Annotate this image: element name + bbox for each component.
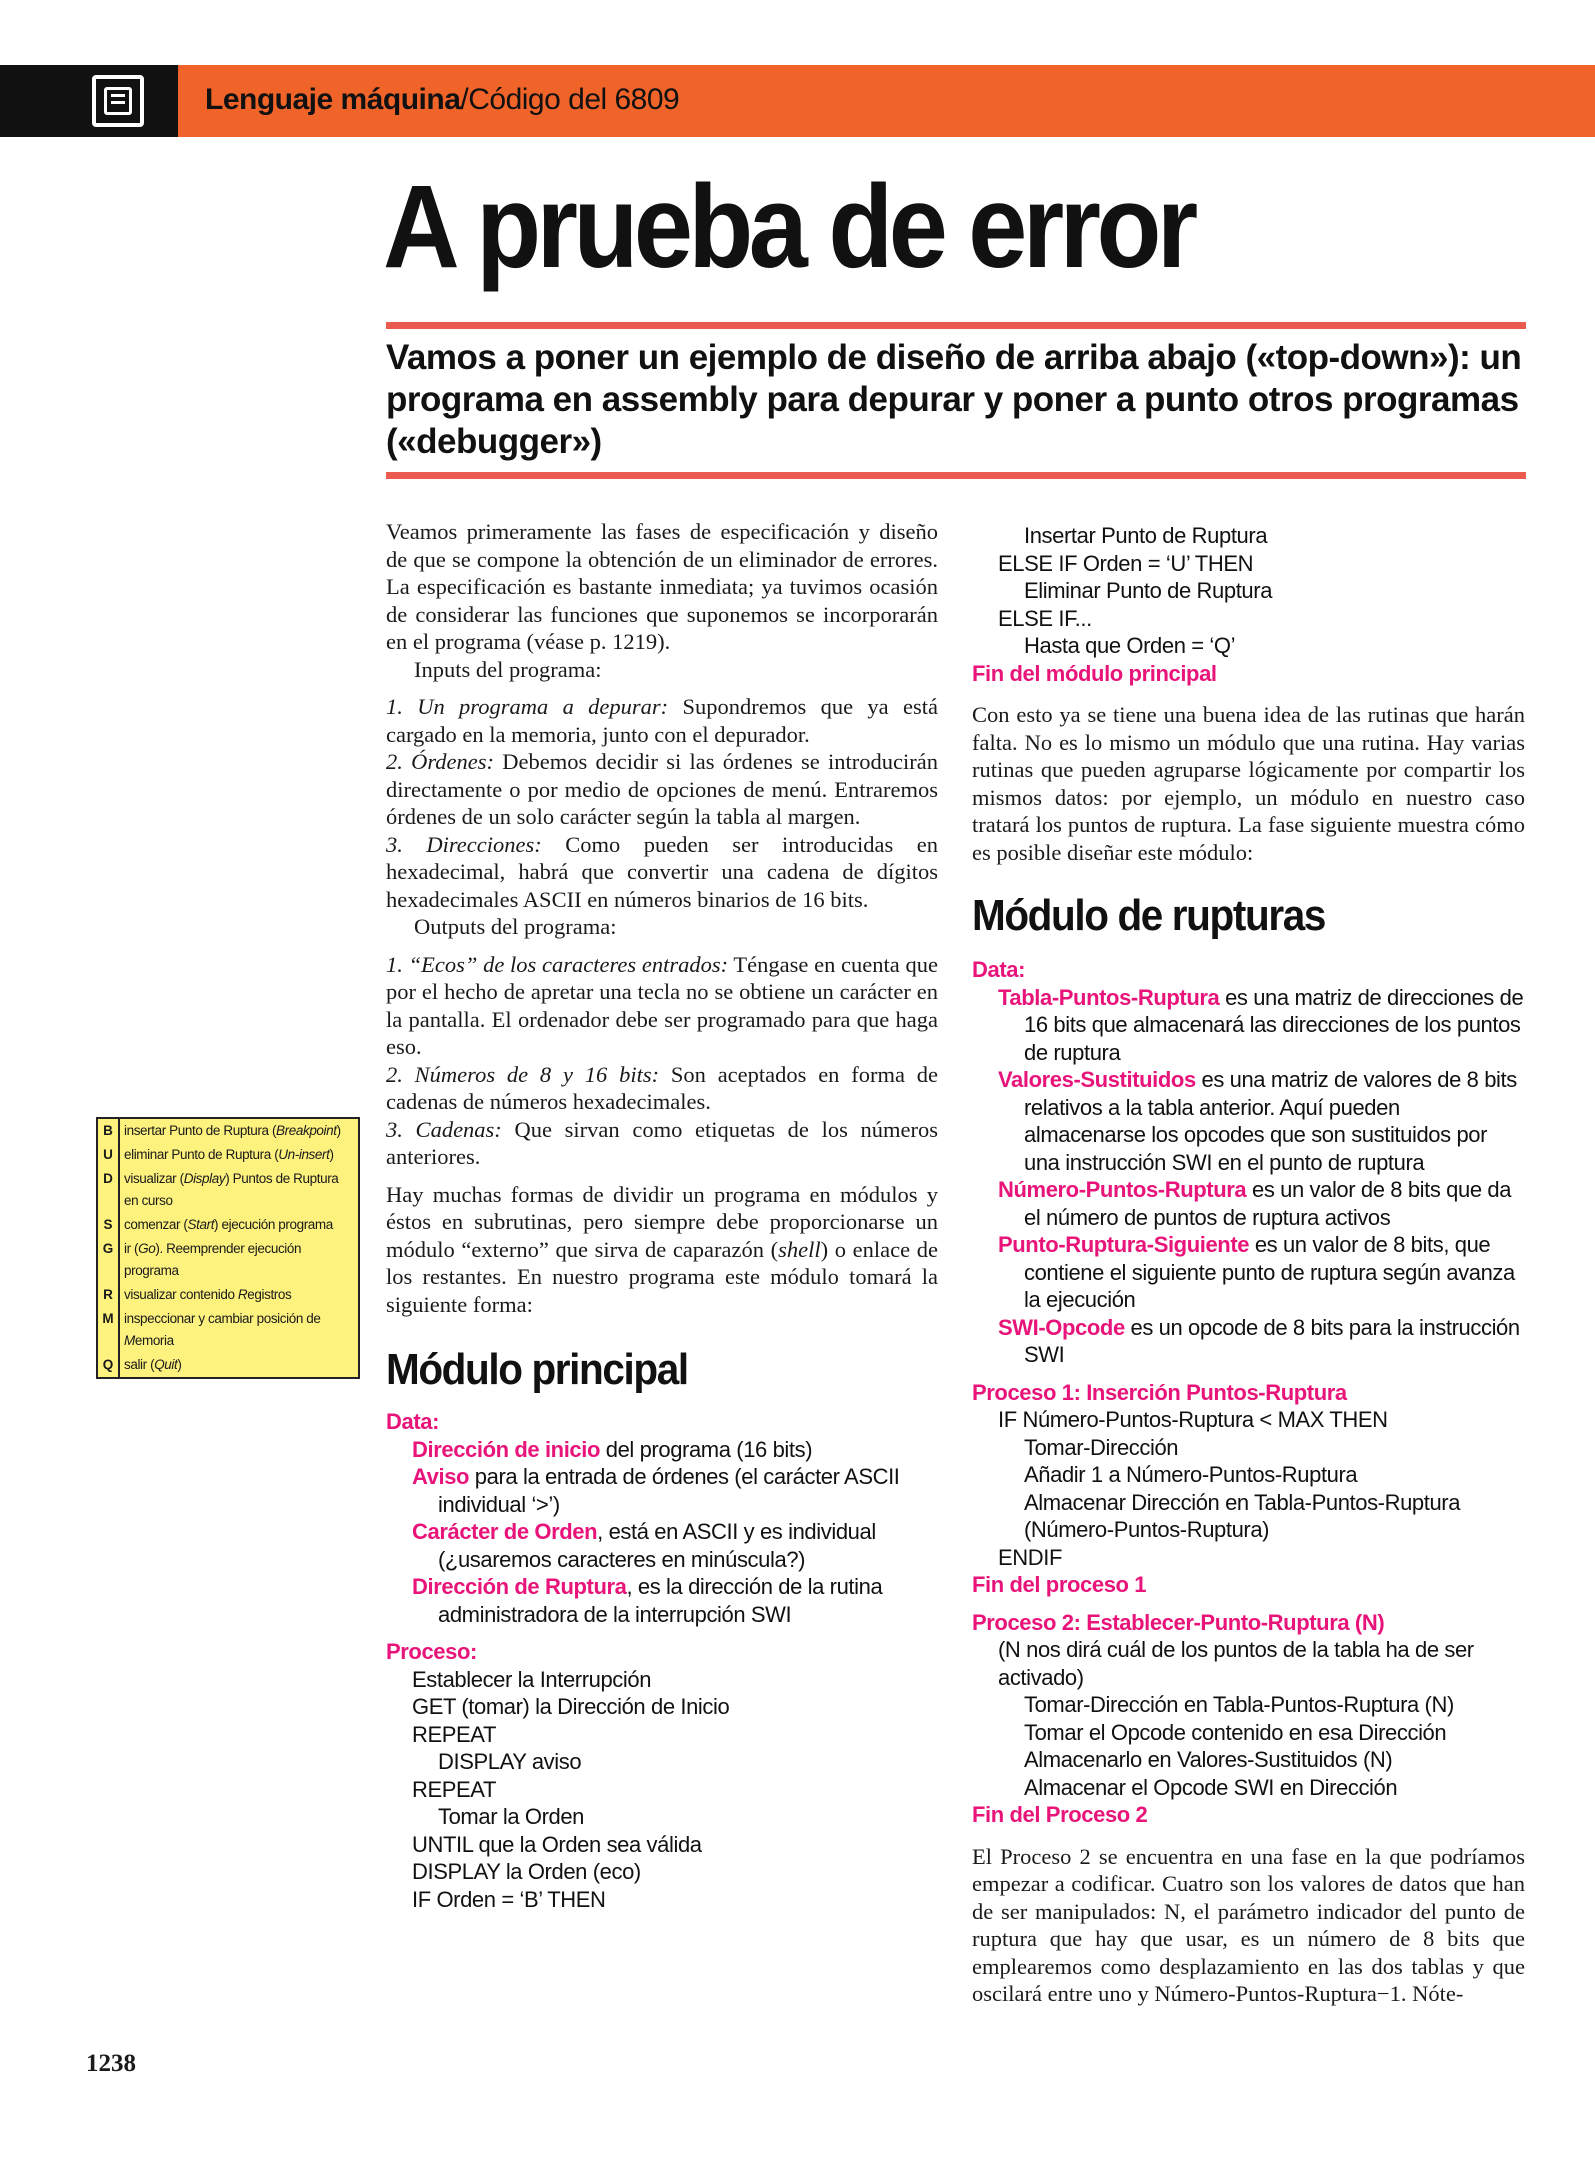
pseudocode-block [972,1636,1525,1801]
body-paragraph: Con esto ya se tiene una buena idea de las rutinas que harán falta. No es lo mismo un módulo que una rutina. Hay varias rutinas que pueden agruparse lógicamente por compartir los mismos datos: por ejemplo, un módulo en nuestro caso tratará los puntos de ruptura. La fase siguiente muestra cómo es posible diseñar este módulo: [972,702,1525,865]
inputs-title: Inputs del programa: [414,656,602,682]
code-line: REPEAT [412,1776,496,1802]
table-row: M inspeccionar y cambiar posición de Memoria [98,1307,358,1353]
code-line: IF Orden = ‘B’ THEN [412,1886,606,1912]
output-item: 1. “Ecos” de los caracteres entrados: Téngase en cuenta que por el hecho de apretar una tecla no se obtiene un carácter en la pantalla. El ordenador debe ser programado para que haga eso. [386,951,938,1059]
right-column [972,522,1525,2008]
code-line: IF Número-Puntos-Ruptura < MAX THEN [998,1407,1388,1432]
pseudocode-block [972,522,1525,660]
page-title: A prueba de error [383,161,1194,293]
data-item: Punto-Ruptura-Siguiente es un valor de 8 bits, que contiene el siguiente punto de ruptura según avanza la ejecución [998,1232,1515,1312]
code-line: ELSE IF Orden = ‘U’ THEN [998,550,1254,576]
code-line: Tomar-Dirección en Tabla-Puntos-Ruptura (N) [1024,1692,1454,1717]
data-item: Número-Puntos-Ruptura es un valor de 8 bits que da el número de puntos de ruptura activos [998,1177,1512,1230]
data-item: Dirección de inicio del programa (16 bits) [412,1436,813,1462]
code-line: Tomar la Orden [438,1804,585,1829]
code-line: Establecer la Interrupción [412,1666,652,1692]
outputs-title: Outputs del programa: [414,914,617,939]
data-item: Aviso para la entrada de órdenes (el carácter ASCII individual ‘>’) [412,1464,900,1517]
data-label: Data: [972,957,1026,982]
shell-paragraph: Hay muchas formas de dividir un programa en módulos y éstos en subrutinas, pero siempre debe proporcionarse un módulo “externo” que sirva de caparazón (shell) o enlace de los restantes. En nuestro programa este módulo tomará la siguiente forma: [386,1181,938,1317]
process-end-label: Fin del Proceso 2 [972,1802,1148,1827]
body-paragraph: El Proceso 2 se encuentra en una fase en la que podríamos empezar a codificar. Cuatro son los valores de datos que han de ser manipulados: N, el parámetro indicador del punto de ruptura que hay que usar, es un número de 8 bits que emplearemos como desplazamiento en las dos tablas y que oscilará entre uno y Número-Puntos-Ruptura−1. Nóte- [972,1843,1525,2006]
table-row: G ir (Go). Reemprender ejecución programa [98,1237,358,1283]
code-line: REPEAT [412,1721,496,1747]
code-note: (N nos dirá cuál de los puntos de la tabla ha de ser activado) [998,1637,1474,1690]
divider-rule [386,322,1526,329]
section-heading: Módulo principal [386,1345,688,1394]
data-item: SWI-Opcode es un opcode de 8 bits para la instrucción SWI [998,1314,1520,1367]
table-row: R visualizar contenido Registros [98,1283,358,1307]
data-list [972,984,1525,1369]
code-line: Añadir 1 a Número-Puntos-Ruptura [1024,1462,1358,1487]
left-column [386,518,938,1913]
page-subtitle: Vamos a poner un ejemplo de diseño de arriba abajo («top-down»): un programa en assembly para depurar y poner a punto otros programas («debugger») [386,338,1522,461]
input-item: 1. Un programa a depurar: Supondremos que ya está cargado en la memoria, junto con el depurador. [386,694,938,747]
code-line: DISPLAY la Orden (eco) [412,1859,641,1884]
pseudocode-block [972,1406,1525,1571]
code-line: Tomar-Dirección [1024,1434,1179,1460]
code-line: Almacenar el Opcode SWI en Dirección [1024,1774,1398,1800]
code-line: Insertar Punto de Ruptura [1024,523,1268,548]
code-line: Almacenar Dirección en Tabla-Puntos-Ruptura (Número-Puntos-Ruptura) [1024,1489,1461,1542]
input-item: 3. Direcciones: Como pueden ser introducidas en hexadecimal, habrá que convertir una cadena de dígitos hexadecimales ASCII en números binarios de 16 bits. [386,831,938,912]
process-title: Proceso 2: Establecer-Punto-Ruptura (N) [972,1609,1385,1635]
code-line: UNTIL que la Orden sea válida [412,1831,702,1857]
code-line: Eliminar Punto de Ruptura [1024,578,1273,603]
header-logo-block [0,65,178,137]
data-list [386,1436,938,1629]
page-number: 1238 [86,2050,136,2077]
data-item: Tabla-Puntos-Ruptura es una matriz de direcciones de 16 bits que almacenará las direcciones de los puntos de ruptura [998,984,1524,1065]
output-item: 3. Cadenas: Que sirvan como etiquetas de los números anteriores. [386,1116,938,1169]
data-item: Valores-Sustituidos es una matriz de valores de 8 bits relativos a la tabla anterior. Aquí pueden almacenarse los opcodes que son sustituidos por una instrucción SWI en el punto de ruptura [998,1067,1517,1175]
computer-chip-icon [92,75,144,127]
divider-rule [386,472,1526,479]
process-label: Proceso: [386,1639,477,1664]
data-label: Data: [386,1409,440,1434]
process-end-label: Fin del proceso 1 [972,1572,1147,1597]
table-row: U eliminar Punto de Ruptura (Un-insert) [98,1143,358,1167]
code-line: GET (tomar) la Dirección de Inicio [412,1694,730,1719]
code-line: Hasta que Orden = ‘Q’ [1024,633,1236,658]
input-item: 2. Órdenes: Debemos decidir si las órdenes se introducirán directamente o por medio de opciones de menú. Entraremos órdenes de un solo carácter según la tabla al margen. [386,749,938,829]
data-item: Carácter de Orden, está en ASCII y es individual (¿usaremos caracteres en minúscula?) [412,1519,876,1572]
output-item: 2. Números de 8 y 16 bits: Son aceptados en forma de cadenas de números hexadecimales. [386,1061,938,1114]
code-line: DISPLAY aviso [438,1749,582,1774]
command-table [96,1117,360,1379]
section-heading: Módulo de rupturas [972,891,1325,940]
intro-paragraph: Veamos primeramente las fases de especificación y diseño de que se compone la obtención de un eliminador de errores. La especificación es bastante inmediata; ya tuvimos ocasión de considerar las funciones que suponemos se incorporarán en el programa (véase p. 1219). [386,519,938,654]
code-line: ENDIF [998,1544,1063,1570]
section-header-bar [0,65,1595,137]
section-title: Lenguaje máquina/Código del 6809 [205,83,680,116]
code-line: Tomar el Opcode contenido en esa Dirección [1024,1719,1447,1745]
code-line: ELSE IF... [998,605,1092,631]
table-row: B insertar Punto de Ruptura (Breakpoint) [98,1119,358,1143]
process-title: Proceso 1: Inserción Puntos-Ruptura [972,1379,1347,1405]
table-row: D visualizar (Display) Puntos de Ruptura en curso [98,1167,358,1213]
pseudocode-block [386,1666,938,1914]
data-item: Dirección de Ruptura, es la dirección de la rutina administradora de la interrupción SWI [412,1574,883,1627]
code-line: Almacenarlo en Valores-Sustituidos (N) [1024,1747,1393,1772]
table-row: Q salir (Quit) [98,1353,358,1377]
module-end-label: Fin del módulo principal [972,660,1217,686]
table-row: S comenzar (Start) ejecución programa [98,1213,358,1237]
